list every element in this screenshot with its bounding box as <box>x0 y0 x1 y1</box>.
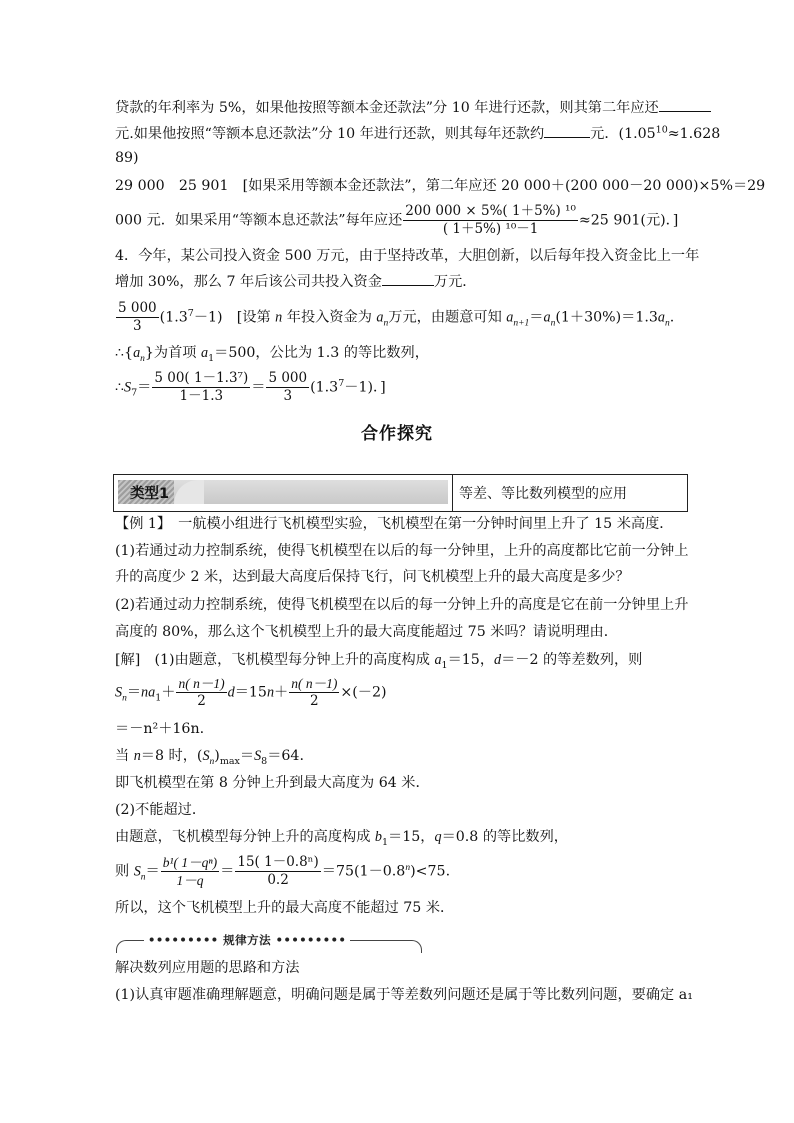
text-line-2: 元.如果他按照“等额本息还款法”分 10 年进行还款，则其每年还款约 元．($1.05^{10}\approx 1.628$ <box>115 124 721 142</box>
solution-line-6: (2)不能超过． <box>115 802 207 818</box>
solution-line-4: 当 n＝8 时，$(S_n)_{max}=S_8=64$. <box>115 748 304 767</box>
solution-line-3: ＝－n²＋16n. <box>115 721 205 737</box>
answer-line-1: 29 000 25 901 [如果采用等额本金还款法”，第二年应还 20 000＋(200 000－20 000)×5%＝29 <box>115 178 766 194</box>
solution-line-1: [解] (1)由题意，飞机模型每分钟上升的高度构成 $a_1=15$，d＝－2 的等差数列，则 <box>115 652 643 671</box>
example-line-1: 【例 1】 一航模小组进行飞机模型实验，飞机模型在第一分钟时间里上升了 15 米高度． <box>115 516 674 532</box>
type-label-banner <box>118 480 448 504</box>
answer-4-line-2: $\therefore\{a_n\}$为首项 $a_1=500$，公比为 1.3 的等比数列， <box>115 345 429 364</box>
answer-blank <box>659 98 711 112</box>
method-line-1: 解决数列应用题的思路和方法 <box>115 960 300 976</box>
solution-line-5: 即飞机模型在第 8 分钟上升到最大高度为 64 米． <box>115 775 430 791</box>
solution-line-7: 由题意，飞机模型每分钟上升的高度构成 $b_1=15$，q＝0.8 的等比数列， <box>115 829 568 848</box>
fraction: $\frac{n( n-1)}{2}$ <box>178 676 225 709</box>
answer-4-line-3: $\therefore S_7=$ $\frac{\text{5 00( 1－1.3⁷)}}{1-1.3}$ ＝ $\frac{5 000}{3}$ $(1.3^7-1)$．] <box>115 370 386 404</box>
example-line-3: 升的高度少 2 米，达到最大高度后保持飞行，问飞机模型上升的最大高度是多少？ <box>115 569 630 585</box>
fraction: $\frac{n( n-1)}{2}$ <box>291 676 338 709</box>
fraction: $\frac{\text{200 000 × 5\%( 1＋5\%) ¹⁰}}{\text{( 1＋5\%) ¹⁰－1}}$ <box>405 203 576 237</box>
solution-line-8: 则 $S_n=$ $\frac{\text{b¹( 1－qⁿ)}}{1-q}$ ＝ $\frac{\text{15( 1－0.8ⁿ)}}{0.2}$ $=75(1-0.8^n)<75$. <box>115 854 451 888</box>
type-label: 类型1 <box>130 486 170 502</box>
method-caption: ••••••••• 规律方法 ••••••••• <box>144 932 350 948</box>
fraction: $\frac{5 000}{3}$ <box>118 300 157 334</box>
divider <box>452 475 453 511</box>
method-line-2: (1)认真审题准确理解题意，明确问题是属于等差数列问题还是属于等比数列问题，要确定 a₁ <box>115 987 693 1003</box>
answer-blank <box>544 124 590 138</box>
example-line-2: (1)若通过动力控制系统，使得飞机模型在以后的每一分钟里，上升的高度都比它前一分钟上 <box>115 543 689 559</box>
solution-line-9: 所以，这个飞机模型上升的最大高度不能超过 75 米． <box>115 900 455 916</box>
text-line-1: 贷款的年利率为 5%，如果他按照等额本金还款法”分 10 年进行还款，则其第二年应还 <box>115 98 711 118</box>
answer-blank <box>382 272 434 286</box>
fraction: $\frac{\text{b¹( 1－qⁿ)}}{1-q}$ <box>162 855 218 888</box>
fraction: $\frac{\text{5 00( 1－1.3⁷)}}{1-1.3}$ <box>154 370 249 404</box>
question-4-line-1: 4．今年，某公司投入资金 500 万元，由于坚持改革，大胆创新，以后每年投入资金比上一年 <box>115 248 700 264</box>
example-line-4: (2)若通过动力控制系统，使得飞机模型在以后的每一分钟上升的高度是它在前一分钟里上升 <box>115 597 689 613</box>
banner-curve <box>174 480 204 504</box>
type-header-box <box>113 474 688 512</box>
answer-4-line-1: $\frac{5 000}{3}$ $(1.3^7-1)$ [设第 n 年投入资金为 $a_n$万元，由题意可知 $a_{n+1}=a_n(1+30\%)=1.3a_n$. <box>118 300 675 334</box>
solution-line-2: $S_n=na_1+$ $\frac{n( n-1)}{2}$ d＝15n＋ $\frac{n( n-1)}{2}$ ×(－2) <box>115 676 387 709</box>
fraction: $\frac{\text{15( 1－0.8ⁿ)}}{0.2}$ <box>237 854 319 888</box>
type-title: 等差、等比数列模型的应用 <box>459 486 627 502</box>
fraction: $\frac{5 000}{3}$ <box>268 370 308 404</box>
method-header <box>116 930 422 952</box>
question-4-line-2: 增加 30%，那么 7 年后该公司共投入资金 万元． <box>115 274 477 290</box>
section-title: 合作探究 <box>361 424 433 444</box>
example-line-5: 高度的 80%，那么这个飞机模型上升的最大高度能超过 75 米吗？请说明理由． <box>115 624 618 640</box>
text-line-3: 89) <box>115 150 139 166</box>
answer-line-2: 000 元．如果采用“等额本息还款法”每年应还 $\frac{\text{200 000 × 5\%( 1＋5\%) ¹⁰}}{\text{( 1＋5\%) ¹⁰－1}}$ ≈25 901(元)．] <box>115 203 679 237</box>
